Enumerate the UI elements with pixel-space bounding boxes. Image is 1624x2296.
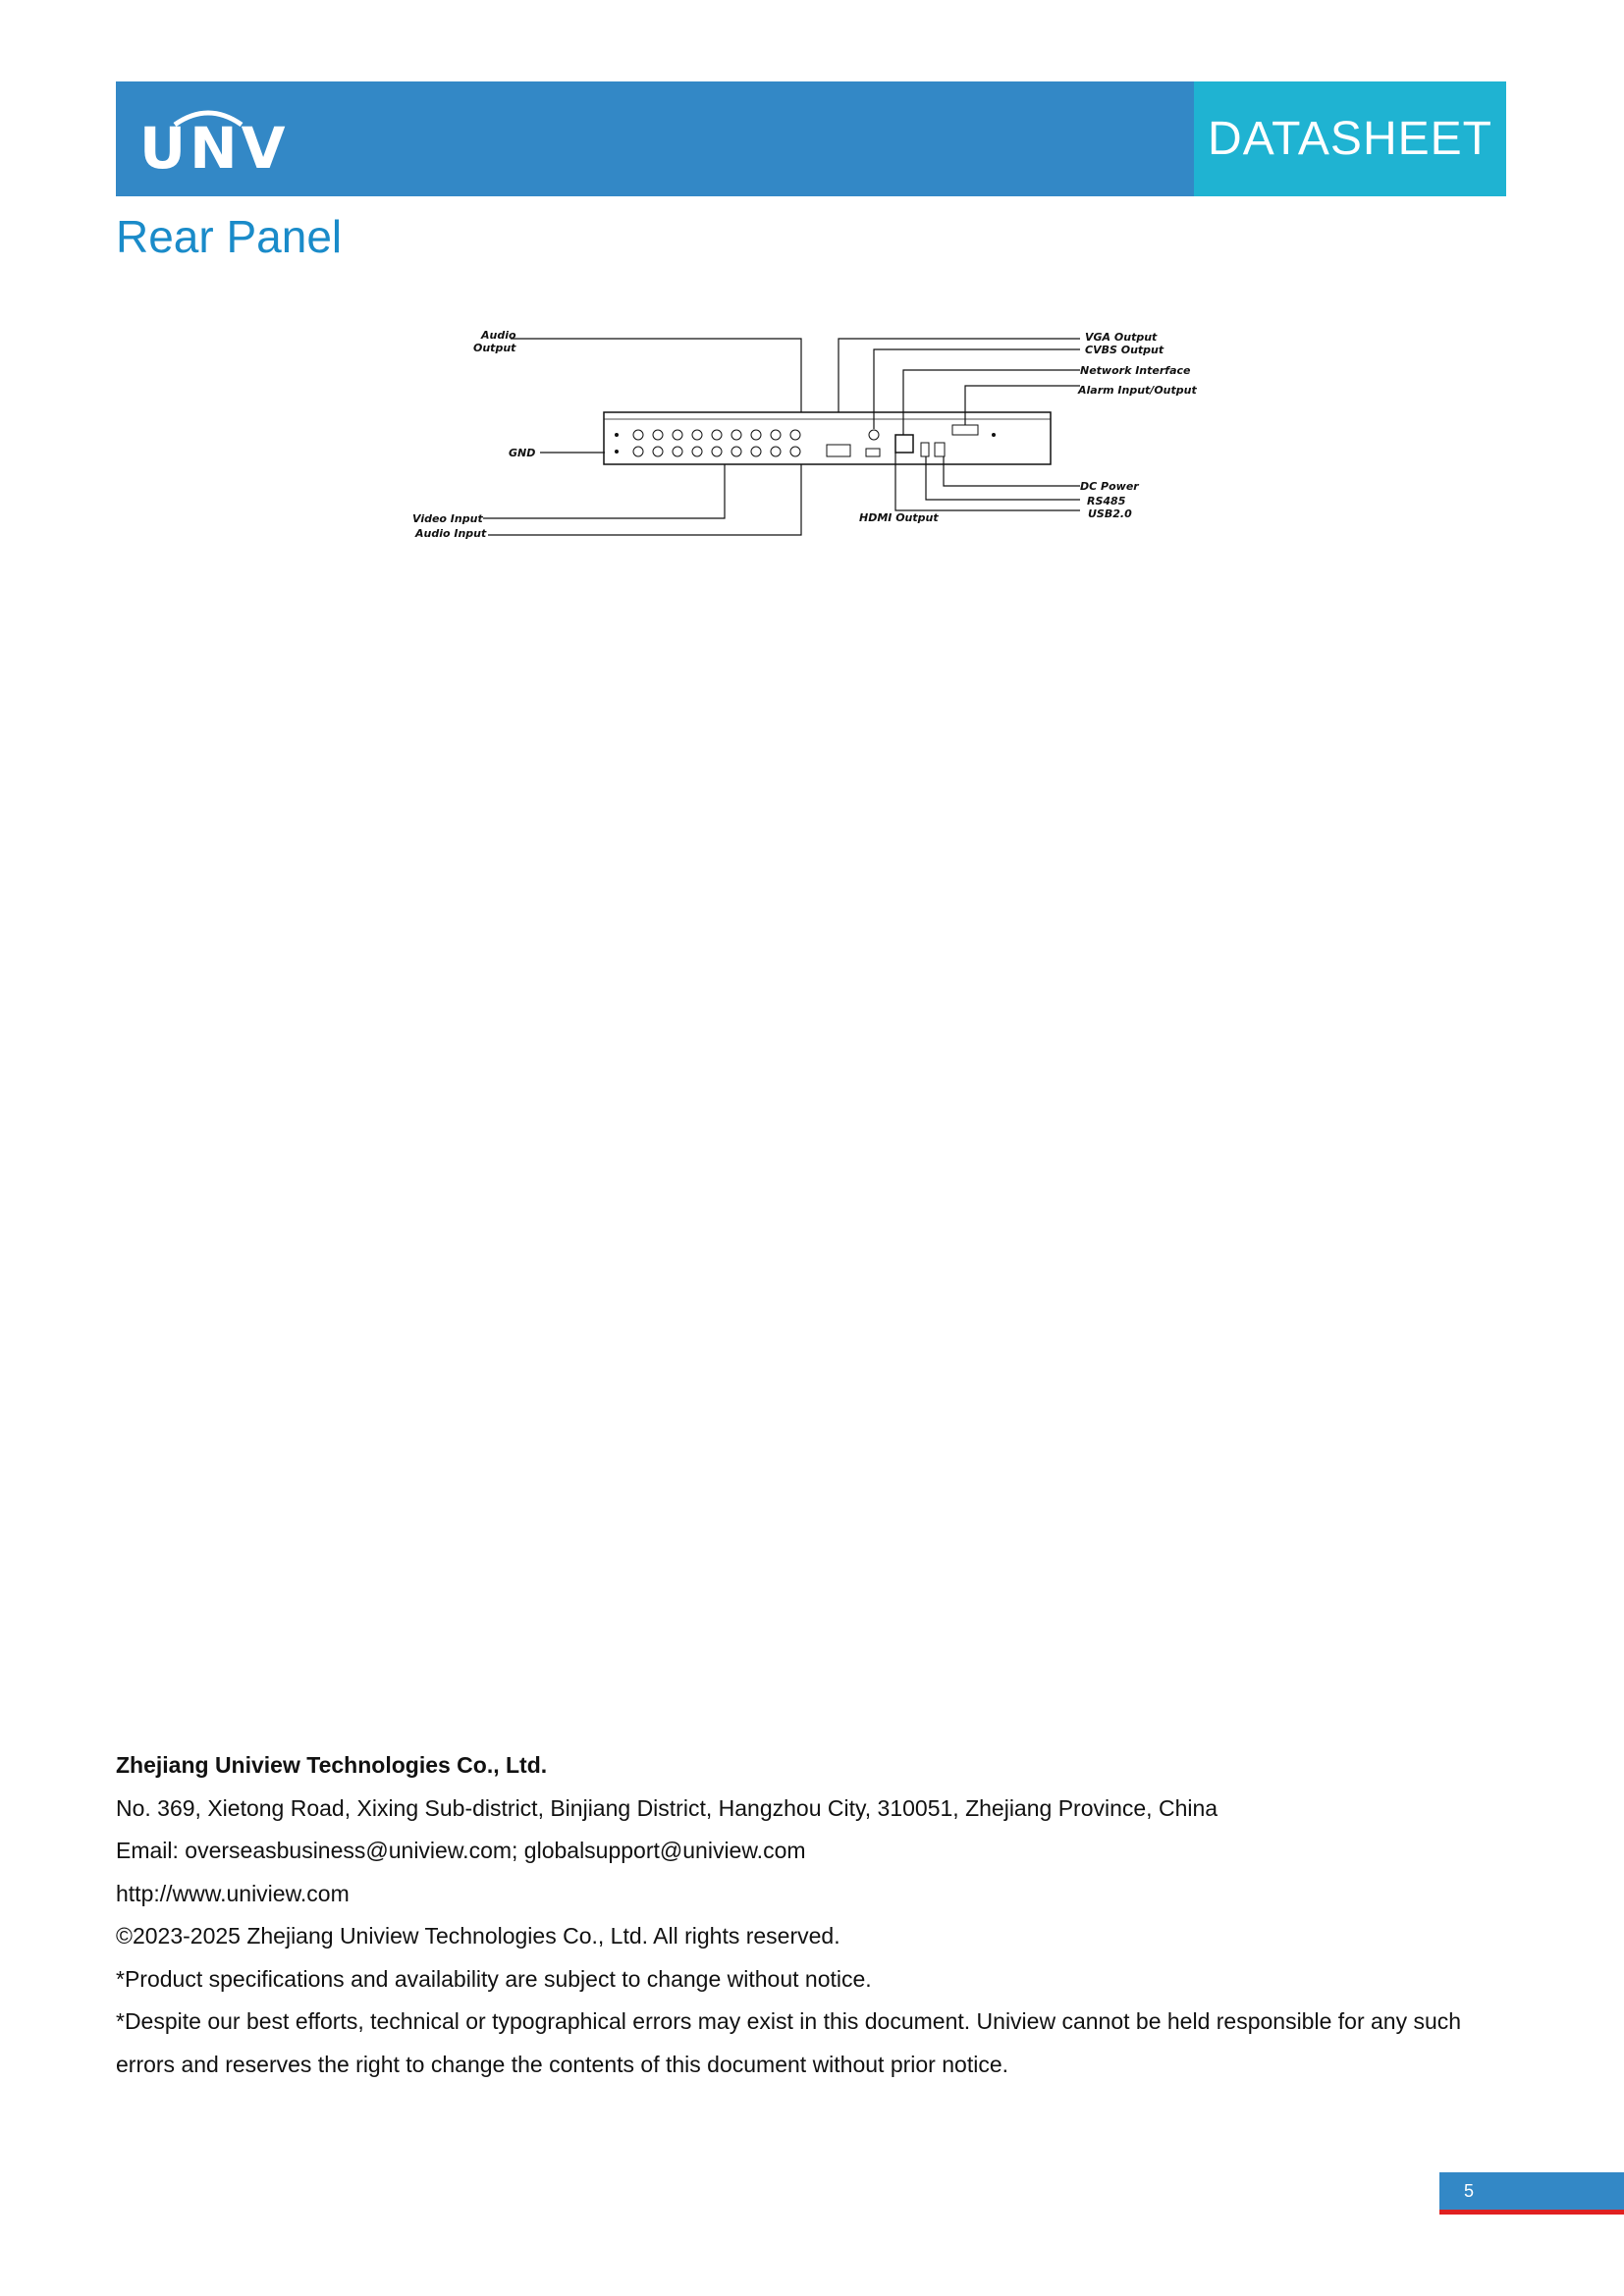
- notice-availability: *Product specifications and availability are subject to change without notice.: [116, 1965, 872, 1992]
- section-title: Rear Panel: [116, 211, 343, 262]
- label-audio-output-2: Output: [473, 342, 516, 354]
- company-address: No. 369, Xietong Road, Xixing Sub-district, Binjiang District, Hangzhou City, 310051, Zhejiang Province, China: [116, 1794, 1218, 1821]
- label-hdmi-output: HDMI Output: [859, 511, 939, 524]
- label-dc-power: DC Power: [1080, 480, 1139, 493]
- datasheet-badge: DATASHEET: [1194, 81, 1506, 196]
- company-name: Zhejiang Uniview Technologies Co., Ltd.: [116, 1752, 548, 1778]
- page-number: 5: [1439, 2172, 1624, 2215]
- rear-panel-diagram: [412, 319, 1218, 545]
- label-network-interface: Network Interface: [1080, 364, 1191, 377]
- logo-text: UNV: [139, 115, 290, 182]
- label-alarm-io: Alarm Input/Output: [1078, 384, 1197, 397]
- label-audio-output-1: Audio: [481, 329, 516, 342]
- company-email[interactable]: Email: overseasbusiness@uniview.com; globalsupport@uniview.com: [116, 1838, 806, 1863]
- notice-disclaimer: *Despite our best efforts, technical or typographical errors may exist in this document. Uniview cannot be held responsible for any such errors and reserves the right to change the contents of this document without prior notice.: [116, 2008, 1462, 2077]
- label-audio-input: Audio Input: [415, 527, 487, 540]
- label-cvbs-output: CVBS Output: [1085, 344, 1164, 356]
- label-video-input: Video Input: [412, 512, 483, 525]
- brand-logo: [139, 101, 290, 182]
- label-usb: USB2.0: [1088, 507, 1132, 520]
- company-website[interactable]: http://www.uniview.com: [116, 1880, 350, 1906]
- label-gnd: GND: [509, 447, 536, 459]
- copyright-text: ©2023-2025 Zhejiang Uniview Technologies Co., Ltd. All rights reserved.: [116, 1923, 840, 1949]
- company-footer: [116, 1744, 1510, 2086]
- label-rs485: RS485: [1087, 495, 1126, 507]
- header-bar: [116, 81, 1506, 196]
- label-vga-output: VGA Output: [1085, 331, 1158, 344]
